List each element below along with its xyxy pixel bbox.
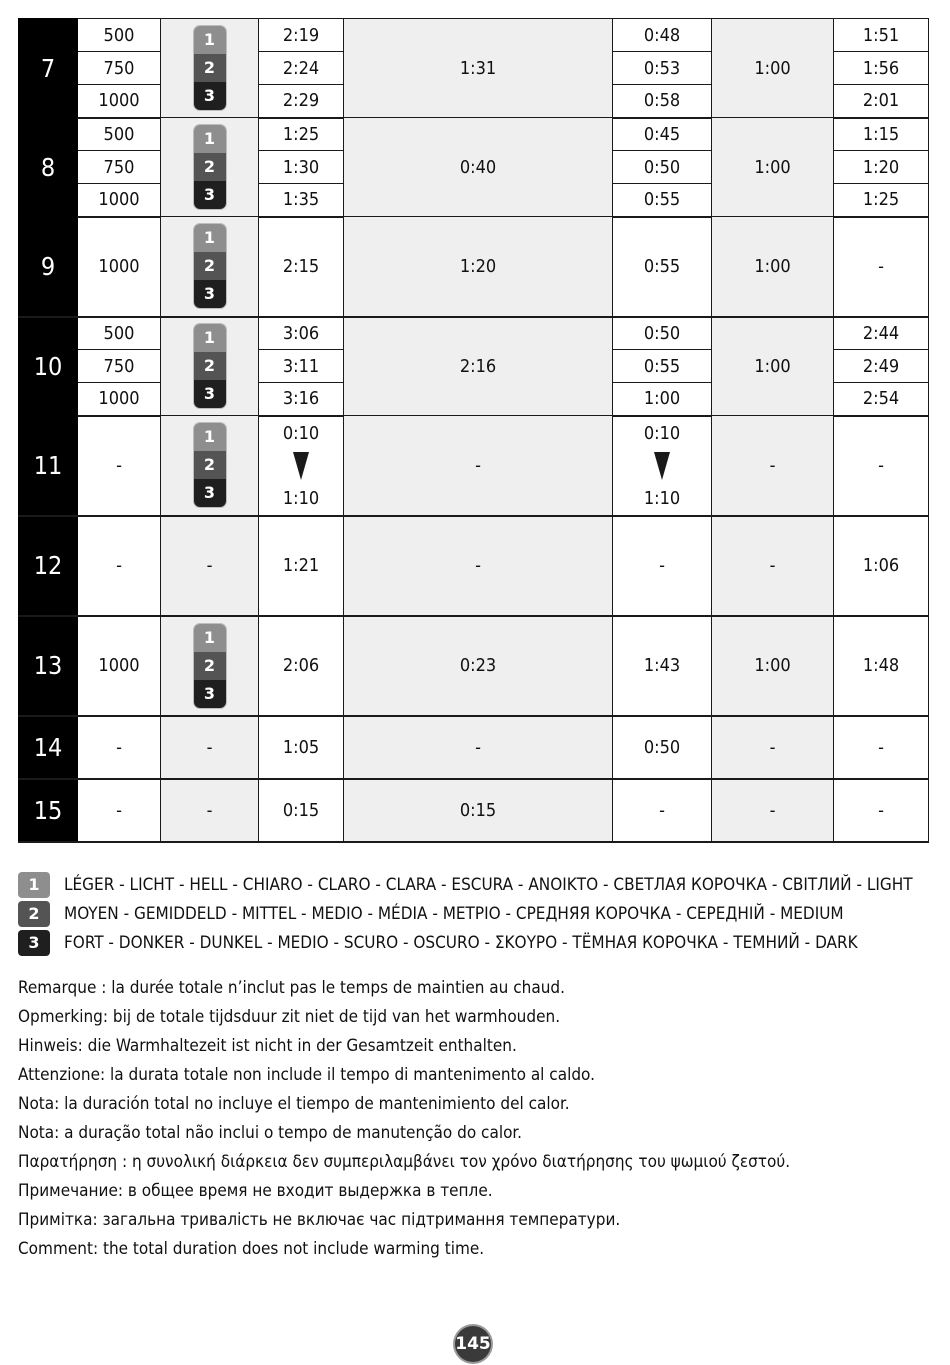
crust-color-cell (161, 217, 259, 317)
crust-level-3-icon: 3 (194, 280, 226, 308)
total-time: 2:06 (259, 616, 344, 716)
program-number: 10 (19, 317, 78, 416)
delay-time: 1:25 (834, 184, 929, 217)
note-el: Παρατήρηση : η συνολική διάρκεια δεν συμπεριλαμβάνει τον χρόνο διατήρησης του ψωμιού ζεστού. (18, 1152, 791, 1172)
phase-time: 0:53 (613, 52, 712, 85)
crust-level-1-icon: 1 (194, 125, 226, 153)
table-row (19, 217, 929, 317)
loaf-weight: 500 (78, 317, 161, 350)
phase-time: - (613, 779, 712, 842)
delay-time: 1:51 (834, 19, 929, 52)
program-number: 15 (19, 779, 78, 842)
delay-time: 2:49 (834, 350, 929, 383)
total-time: 1:35 (259, 184, 344, 217)
warming-time: 1:00 (712, 118, 834, 217)
legend-row-dark (18, 928, 930, 957)
crust-level-3-icon: 3 (194, 82, 226, 110)
legend-dark-text: FORT - DONKER - DUNKEL - MEDIO - SCURO - OSCURO - ΣΚΟΥΡΟ - ТЁМНАЯ КОРОЧКА - ТЕМНИЙ - DARK (64, 932, 858, 953)
delay-time: - (834, 779, 929, 842)
phase-time: - (344, 516, 613, 616)
table-row (19, 779, 929, 842)
legend-medium-text: MOYEN - GEMIDDELD - MITTEL - MEDIO - MÉDIA - ΜΕΤΡΙΟ - СРЕДНЯЯ КОРОЧКА - СЕРЕДНІЙ - MEDIUM (64, 903, 844, 924)
crust-level-1-icon: 1 (194, 624, 226, 652)
loaf-weight: - (78, 416, 161, 516)
phase-time: 0:55 (613, 350, 712, 383)
phase-time: - (613, 516, 712, 616)
warming-time: 1:00 (712, 317, 834, 416)
total-time: 1:21 (259, 516, 344, 616)
total-time: 1:30 (259, 151, 344, 184)
light-crust-icon: 1 (18, 872, 50, 898)
crust-level-2-icon: 2 (194, 153, 226, 181)
crust-color-scale-icon (194, 26, 226, 110)
total-time: 0:15 (259, 779, 344, 842)
delay-time: 1:48 (834, 616, 929, 716)
note-en: Comment: the total duration does not include warming time. (18, 1239, 485, 1259)
phase-time: 0:50 (613, 151, 712, 184)
total-time: 3:06 (259, 317, 344, 350)
arrow-down-icon (293, 452, 309, 480)
crust-level-2-icon: 2 (194, 652, 226, 680)
phase-time: 0:23 (344, 616, 613, 716)
loaf-weight: 1000 (78, 85, 161, 118)
delay-time: 1:20 (834, 151, 929, 184)
warming-time: - (712, 779, 834, 842)
crust-level-2-icon: 2 (194, 54, 226, 82)
phase-time: 0:58 (613, 85, 712, 118)
phase-time: 1:43 (613, 616, 712, 716)
phase-time: 0:40 (344, 118, 613, 217)
total-time: 1:25 (259, 118, 344, 151)
total-time: 2:24 (259, 52, 344, 85)
loaf-weight: - (78, 779, 161, 842)
crust-level-3-icon: 3 (194, 680, 226, 708)
crust-color-cell (161, 317, 259, 416)
program-number: 8 (19, 118, 78, 217)
total-time: 1:05 (259, 716, 344, 779)
phase-time: - (344, 416, 613, 516)
loaf-weight: 500 (78, 19, 161, 52)
program-number: 14 (19, 716, 78, 779)
warming-time: 1:00 (712, 217, 834, 317)
crust-color-legend (18, 870, 930, 957)
note-it: Attenzione: la durata totale non include il tempo di mantenimento al caldo. (18, 1065, 595, 1085)
delay-time: 1:15 (834, 118, 929, 151)
phase-time: 0:55 (613, 217, 712, 317)
delay-time: 1:06 (834, 516, 929, 616)
loaf-weight: 1000 (78, 383, 161, 416)
crust-level-2-icon: 2 (194, 252, 226, 280)
program-table-body (19, 19, 929, 842)
program-number: 13 (19, 616, 78, 716)
phase-time: 0:50 (613, 716, 712, 779)
crust-color-cell (161, 118, 259, 217)
crust-level-1-icon: 1 (194, 324, 226, 352)
total-time (259, 416, 344, 516)
total-time: 3:16 (259, 383, 344, 416)
note-de: Hinweis: die Warmhaltezeit ist nicht in der Gesamtzeit enthalten. (18, 1036, 517, 1056)
table-row (19, 317, 929, 350)
range-end: 1:10 (643, 487, 681, 509)
warming-time: 1:00 (712, 616, 834, 716)
table-row (19, 716, 929, 779)
delay-time: 1:56 (834, 52, 929, 85)
phase-time: 0:48 (613, 19, 712, 52)
total-time: 3:11 (259, 350, 344, 383)
warming-time: - (712, 416, 834, 516)
crust-color-scale-icon (194, 624, 226, 708)
table-row (19, 516, 929, 616)
time-range (613, 423, 711, 509)
phase-time: 0:15 (344, 779, 613, 842)
crust-level-1-icon: 1 (194, 224, 226, 252)
phase-time: - (344, 716, 613, 779)
delay-time: 2:01 (834, 85, 929, 118)
range-start: 0:10 (643, 422, 681, 444)
crust-color-scale-icon (194, 224, 226, 308)
loaf-weight: 1000 (78, 184, 161, 217)
note-nl: Opmerking: bij de totale tijdsduur zit niet de tijd van het warmhouden. (18, 1007, 561, 1027)
table-row (19, 416, 929, 516)
crust-level-1-icon: 1 (194, 26, 226, 54)
legend-light-text: LÉGER - LICHT - HELL - CHIARO - CLARO - CLARA - ESCURA - ΑΝΟΙΚΤΟ - СВЕТЛАЯ КОРОЧКА - СВІТЛИЙ - LIGHT (64, 874, 913, 895)
note-es: Nota: la duración total no incluye el tiempo de mantenimiento del calor. (18, 1094, 570, 1114)
phase-time: 1:00 (613, 383, 712, 416)
table-row (19, 616, 929, 716)
crust-level-2-icon: 2 (194, 352, 226, 380)
crust-color-cell: - (161, 716, 259, 779)
range-start: 0:10 (282, 422, 320, 444)
delay-time: 2:44 (834, 317, 929, 350)
crust-color-scale-icon (194, 125, 226, 209)
program-number: 7 (19, 19, 78, 118)
crust-color-cell: - (161, 779, 259, 842)
loaf-weight: 750 (78, 350, 161, 383)
legend-row-light (18, 870, 930, 899)
loaf-weight: - (78, 716, 161, 779)
loaf-weight: 750 (78, 151, 161, 184)
warming-time: - (712, 516, 834, 616)
program-time-table (18, 18, 929, 843)
time-range (259, 423, 343, 509)
warming-time: 1:00 (712, 19, 834, 118)
crust-level-2-icon: 2 (194, 451, 226, 479)
phase-time: 2:16 (344, 317, 613, 416)
loaf-weight: - (78, 516, 161, 616)
crust-color-cell (161, 19, 259, 118)
crust-level-3-icon: 3 (194, 380, 226, 408)
phase-time: 0:50 (613, 317, 712, 350)
note-pt: Nota: a duração total não inclui o tempo de manutenção do calor. (18, 1123, 523, 1143)
program-number: 12 (19, 516, 78, 616)
crust-color-cell: - (161, 516, 259, 616)
loaf-weight: 750 (78, 52, 161, 85)
page-number-badge: 145 (455, 1326, 491, 1362)
crust-color-scale-icon (194, 423, 226, 507)
phase-time: 0:55 (613, 184, 712, 217)
program-number: 11 (19, 416, 78, 516)
arrow-down-icon (654, 452, 670, 480)
total-time: 2:29 (259, 85, 344, 118)
note-ru: Примечание: в общее время не входит выдержка в тепле. (18, 1181, 493, 1201)
crust-color-cell (161, 416, 259, 516)
loaf-weight: 500 (78, 118, 161, 151)
note-fr: Remarque : la durée totale n’inclut pas le temps de maintien au chaud. (18, 978, 565, 998)
crust-level-1-icon: 1 (194, 423, 226, 451)
warming-time: - (712, 716, 834, 779)
delay-time: - (834, 416, 929, 516)
table-row (19, 19, 929, 52)
dark-crust-icon: 3 (18, 930, 50, 956)
program-number: 9 (19, 217, 78, 317)
crust-color-scale-icon (194, 324, 226, 408)
table-row (19, 118, 929, 151)
warming-time-notes (18, 975, 930, 1265)
loaf-weight: 1000 (78, 616, 161, 716)
total-time: 2:19 (259, 19, 344, 52)
delay-time: - (834, 716, 929, 779)
delay-time: - (834, 217, 929, 317)
note-uk: Примітка: загальна тривалість не включає час підтримання температури. (18, 1210, 621, 1230)
crust-level-3-icon: 3 (194, 181, 226, 209)
medium-crust-icon: 2 (18, 901, 50, 927)
phase-time: 0:45 (613, 118, 712, 151)
phase-time (613, 416, 712, 516)
loaf-weight: 1000 (78, 217, 161, 317)
legend-row-medium (18, 899, 930, 928)
crust-color-cell (161, 616, 259, 716)
range-end: 1:10 (282, 487, 320, 509)
phase-time: 1:20 (344, 217, 613, 317)
phase-time: 1:31 (344, 19, 613, 118)
crust-level-3-icon: 3 (194, 479, 226, 507)
delay-time: 2:54 (834, 383, 929, 416)
total-time: 2:15 (259, 217, 344, 317)
